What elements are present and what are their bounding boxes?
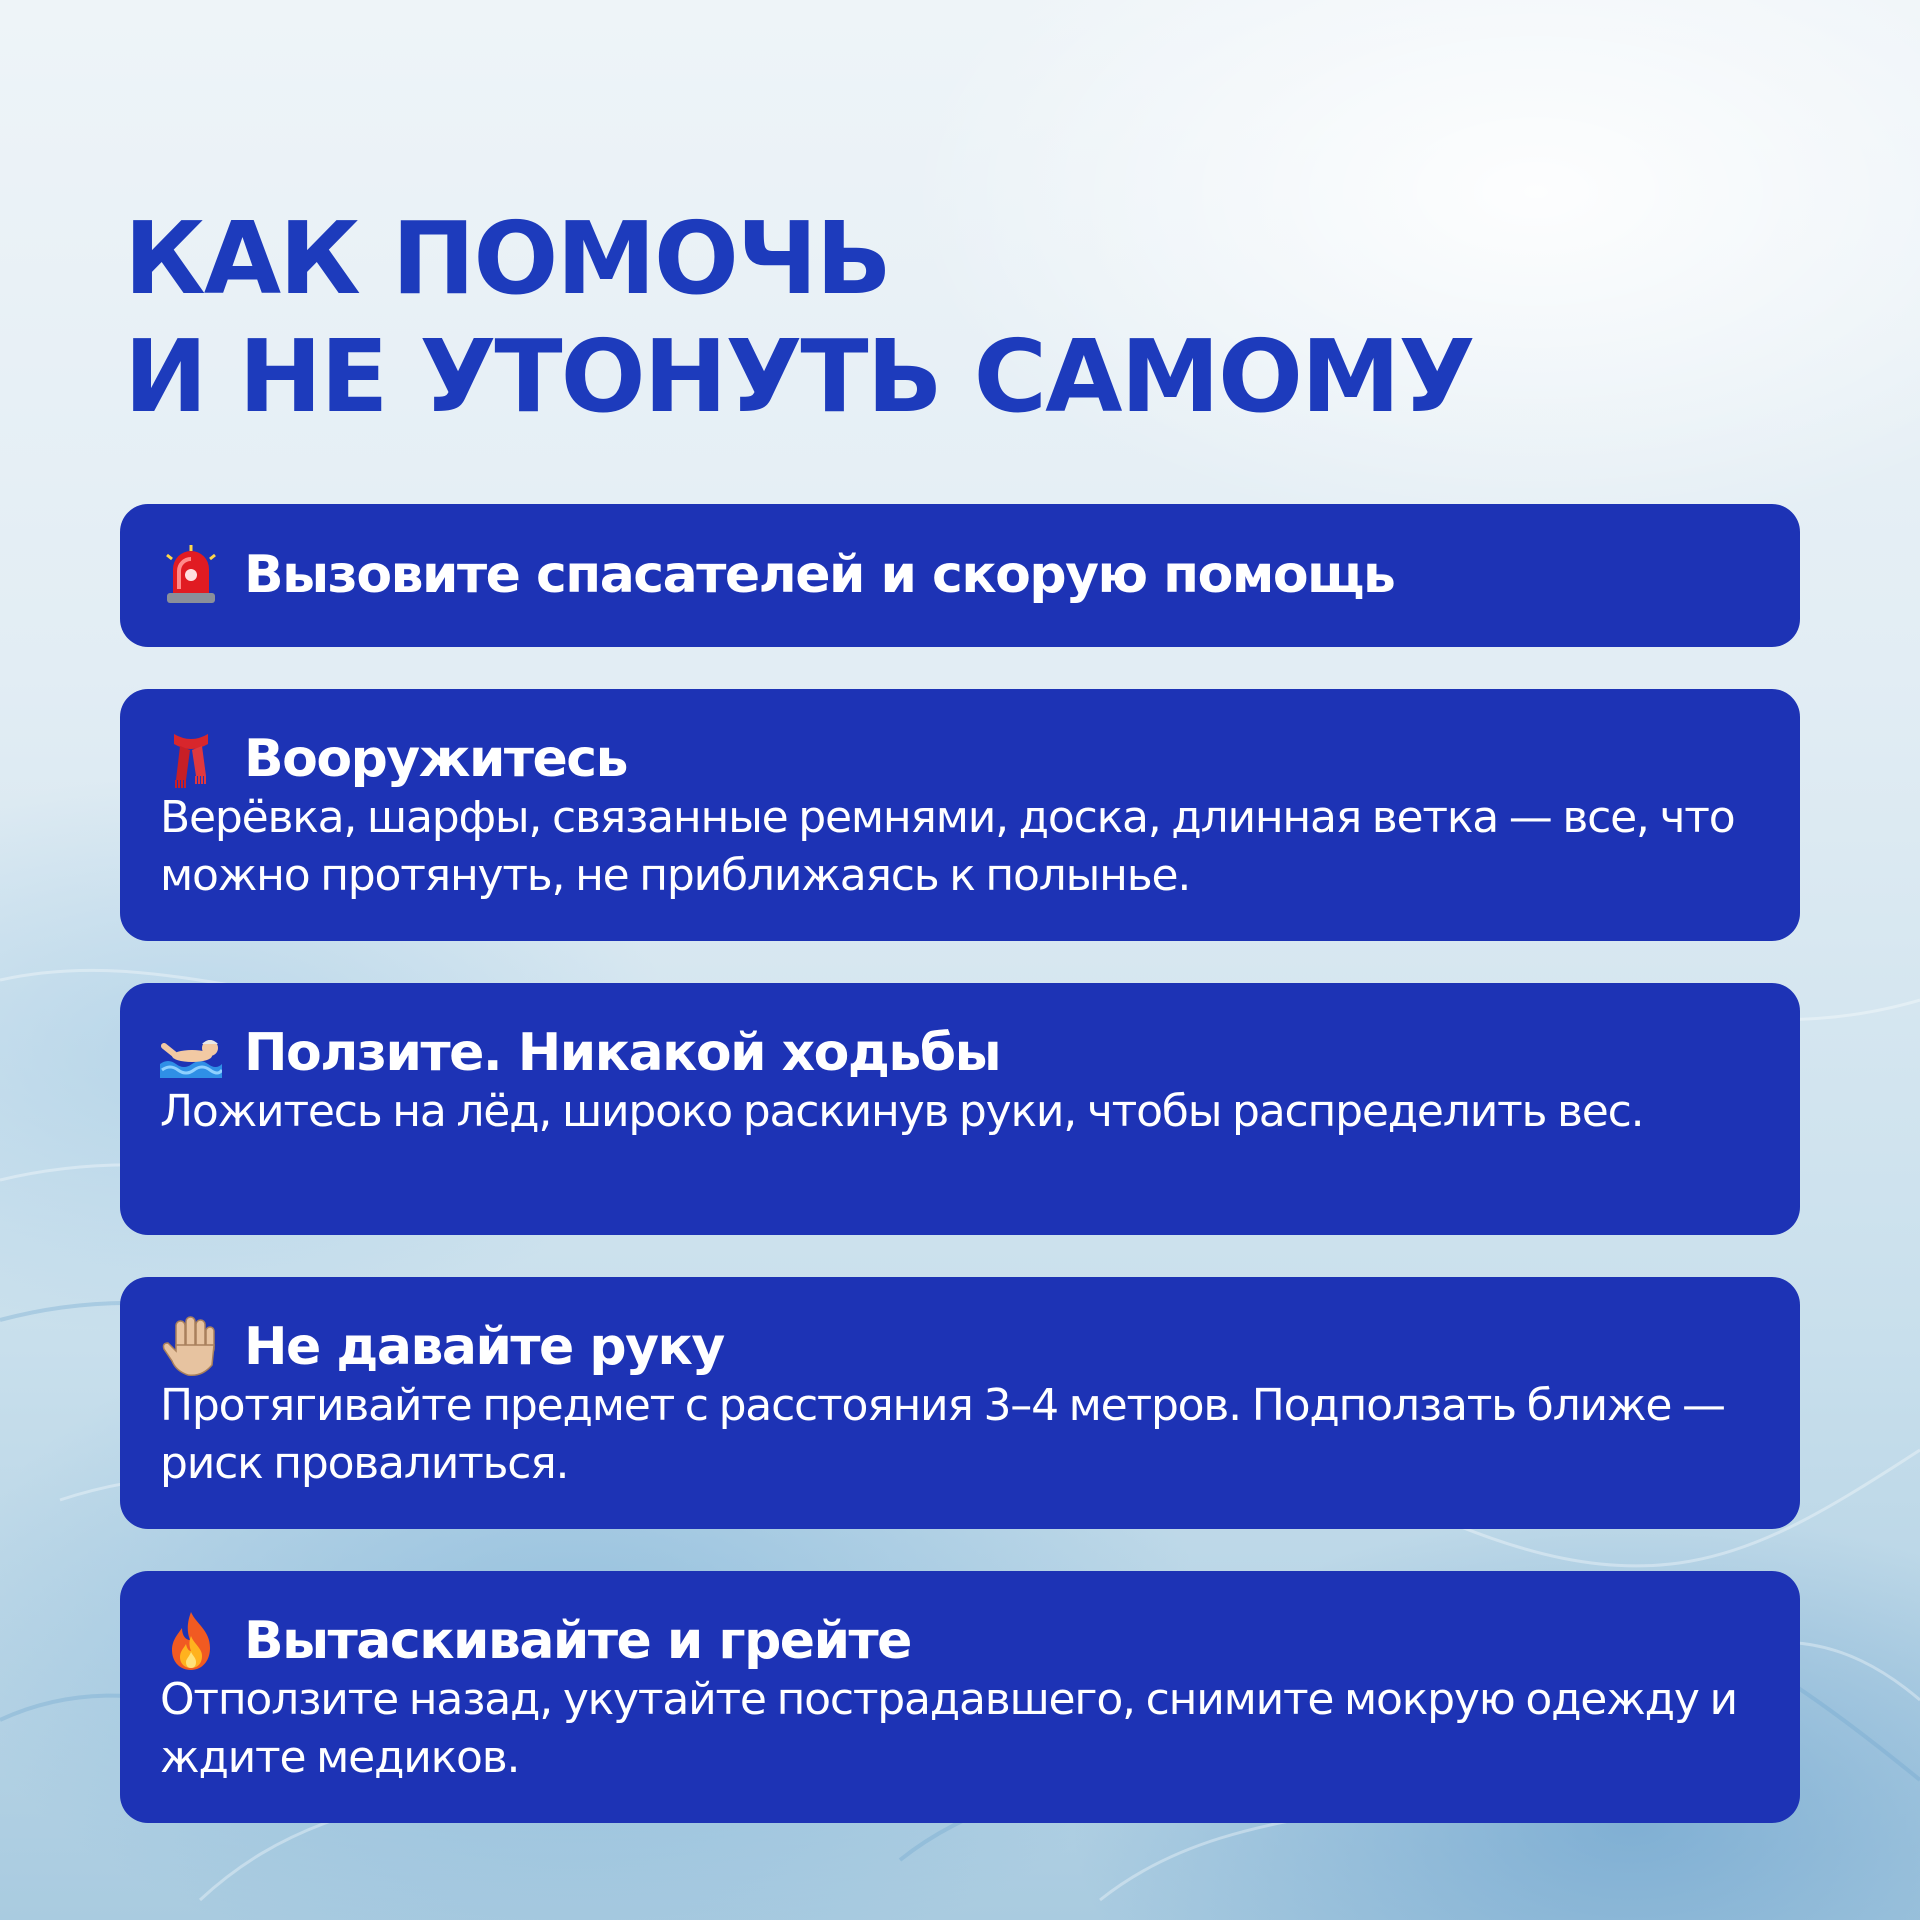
fire-icon xyxy=(160,1611,222,1671)
hand-icon xyxy=(160,1317,222,1377)
card-title: Ползите. Никакой ходьбы xyxy=(244,1023,1001,1083)
tip-card-pull-and-warm xyxy=(120,1571,1800,1823)
page-title-line1: КАК ПОМОЧЬ xyxy=(124,200,890,317)
scarf-icon xyxy=(160,729,222,789)
tip-card-call-rescuers xyxy=(120,504,1800,647)
card-title: Вооружитесь xyxy=(244,729,627,789)
card-text: Отползите назад, укутайте пострадавшего, снимите мокрую одежду и ждите медиков. xyxy=(160,1674,1737,1783)
page-title xyxy=(124,200,1474,436)
page-title-line2: И НЕ УТОНУТЬ САМОМУ xyxy=(124,318,1474,435)
swimmer-icon xyxy=(160,1023,222,1083)
card-title: Вызовите спасателей и скорую помощь xyxy=(244,545,1395,605)
card-title: Не давайте руку xyxy=(244,1317,724,1377)
siren-icon xyxy=(160,545,222,605)
card-title: Вытаскивайте и грейте xyxy=(244,1611,911,1671)
card-text: Ложитесь на лёд, широко раскинув руки, чтобы распределить вес. xyxy=(160,1086,1644,1137)
card-text: Верёвка, шарфы, связанные ремнями, доска, длинная ветка — все, что можно протянуть, не приближаясь к полынье. xyxy=(160,792,1735,901)
tip-card-no-hand xyxy=(120,1277,1800,1529)
tip-card-crawl xyxy=(120,983,1800,1235)
card-text: Протягивайте предмет с расстояния 3–4 метров. Подползать ближе — риск провалиться. xyxy=(160,1380,1725,1489)
tip-card-arm-yourself xyxy=(120,689,1800,941)
